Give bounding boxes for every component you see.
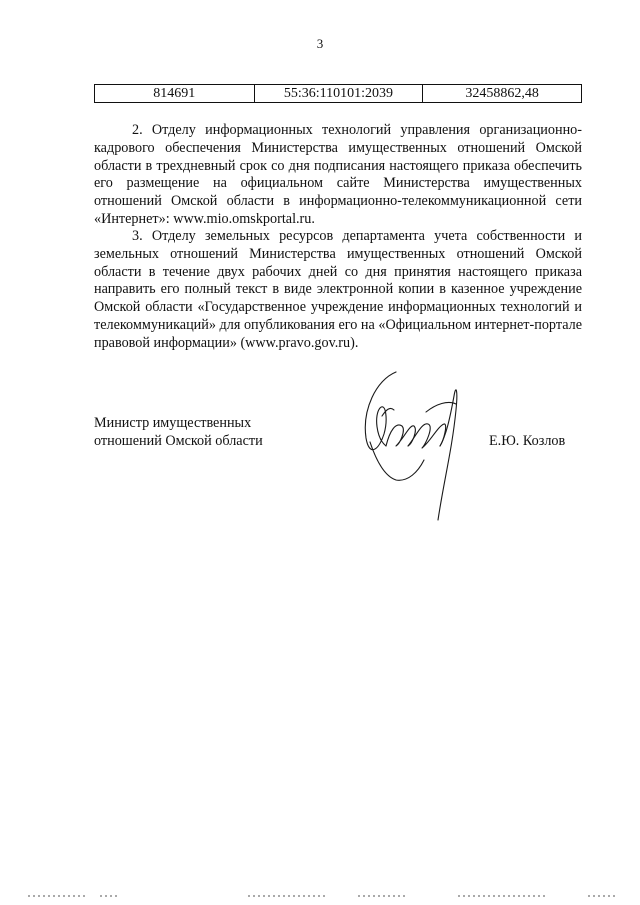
data-table [94,84,582,103]
handwritten-signature [356,360,476,525]
signatory-title-line-1: Министр имущественных [94,415,252,431]
paragraph-2: 2. Отделу информационных технологий управления организационно-кадрового обеспечения Министерства имущественных отношений Омской области в трехдневный срок со дня подписания настоящего приказа обеспечить его размещение на официальном сайте Министерства имущественных отношений Омской области в информационно-телекоммуникационной сети «Интернет»: www.mio.omskportal.ru. [94,122,582,227]
signatory-name: Е.Ю. Козлов [489,433,566,449]
table-cell-cadastral: 55:36:110101:2039 [254,85,423,103]
paragraph-3: 3. Отделу земельных ресурсов департамента учета собственности и земельных отношений Министерства имущественных отношений Омской области в течение двух рабочих дней со дня принятия настоящего приказа направить его полный текст в виде электронной копии в казенное учреждение Омской области «Государственное учреждение информационных технологий и телекоммуникаций» для опубликования его на «Официальном интернет-портале правовой информации» (www.pravo.gov.ru). [94,228,582,351]
table-row [95,85,582,103]
table-cell-number: 814691 [95,85,255,103]
scan-artifact [28,893,618,899]
signatory-title [94,414,263,450]
signatory-title-line-2: отношений Омской области [94,433,263,449]
page-number: 3 [316,36,324,51]
table-cell-value: 32458862,48 [423,85,582,103]
